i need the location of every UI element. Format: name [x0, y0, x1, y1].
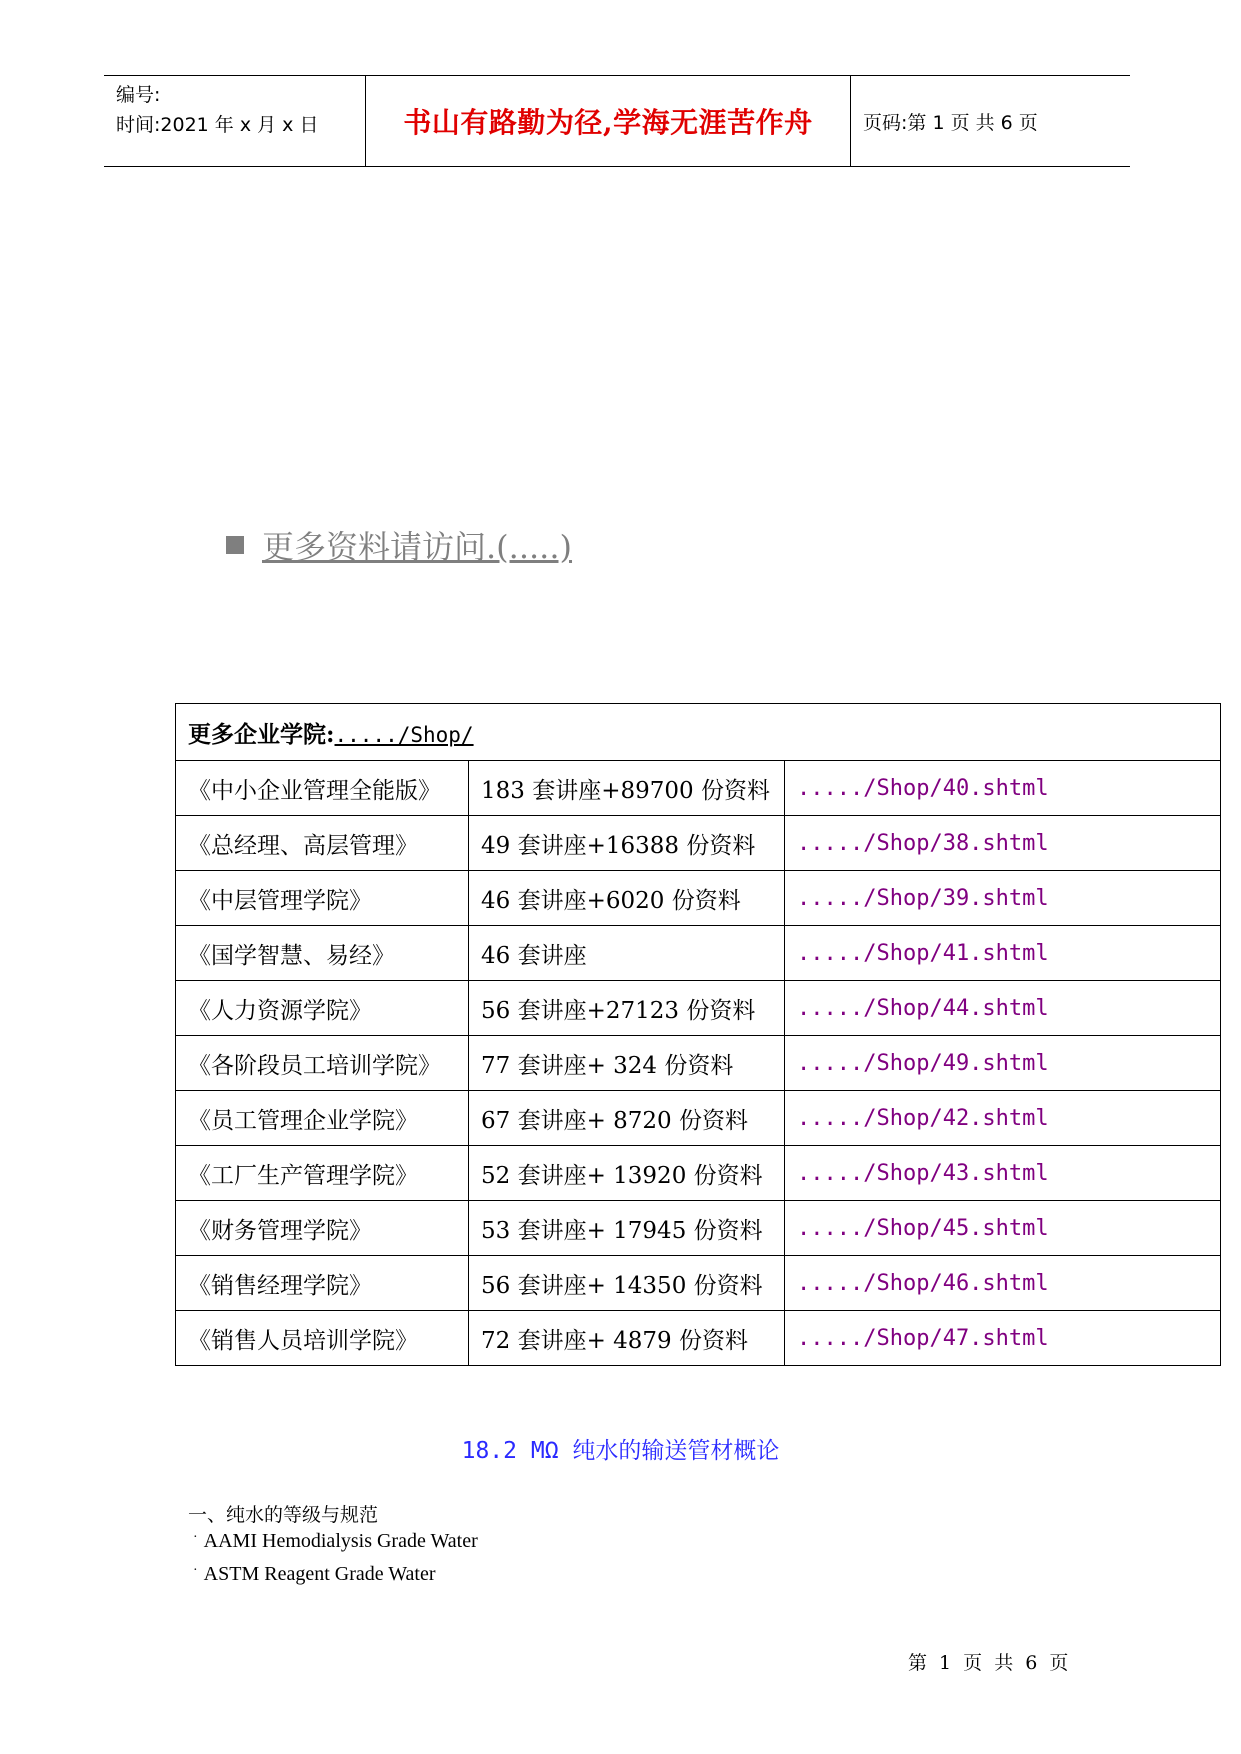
square-bullet-icon [226, 536, 244, 554]
footer-pager: 第 1 页 共 6 页 [908, 1652, 1069, 1674]
header-motto: 书山有路勤为径,学海无涯苦作舟 [366, 76, 851, 166]
academy-link-cell[interactable]: ...../Shop/44.shtml [785, 981, 1221, 1036]
academy-name-cell: 《中层管理学院》 [176, 871, 469, 926]
academy-name-cell: 《人力资源学院》 [176, 981, 469, 1036]
shop-table [175, 703, 1221, 1366]
academy-link-cell[interactable]: ...../Shop/41.shtml [785, 926, 1221, 981]
academy-content-cell: 56 套讲座+ 14350 份资料 [469, 1256, 785, 1311]
academy-link-cell[interactable]: ...../Shop/47.shtml [785, 1311, 1221, 1366]
academy-content-cell: 77 套讲座+ 324 份资料 [469, 1036, 785, 1091]
table-header-cell [176, 704, 1221, 761]
academy-link-cell[interactable]: ...../Shop/38.shtml [785, 816, 1221, 871]
academy-content-cell: 183 套讲座+89700 份资料 [469, 761, 785, 816]
table-row [176, 816, 1221, 871]
promo-line [226, 522, 572, 568]
page-header [104, 75, 1130, 167]
promo-link[interactable]: 更多资料请访问.(.....) [262, 528, 573, 566]
doc-title: 18.2 MΩ 纯水的输送管材概论 [461, 1438, 780, 1464]
shop-root-link[interactable]: ...../Shop/ [334, 722, 474, 747]
academy-name-cell: 《员工管理企业学院》 [176, 1091, 469, 1146]
bullet-item [193, 1530, 478, 1553]
academy-name-cell: 《国学智慧、易经》 [176, 926, 469, 981]
header-meta [104, 76, 366, 166]
table-header-row [176, 704, 1221, 761]
table-row [176, 1091, 1221, 1146]
bullet-dot-icon: · [193, 1530, 198, 1545]
doc-time-label: 时间:2021 年 x 月 x 日 [116, 114, 319, 136]
academy-link-cell[interactable]: ...../Shop/49.shtml [785, 1036, 1221, 1091]
header-page-label: 页码:第 1 页 共 6 页 [863, 111, 1038, 134]
bullet-dot-icon: · [193, 1563, 198, 1578]
academy-content-cell: 49 套讲座+16388 份资料 [469, 816, 785, 871]
academy-content-cell: 72 套讲座+ 4879 份资料 [469, 1311, 785, 1366]
academy-name-cell: 《财务管理学院》 [176, 1201, 469, 1256]
academy-name-cell: 《中小企业管理全能版》 [176, 761, 469, 816]
academy-name-cell: 《各阶段员工培训学院》 [176, 1036, 469, 1091]
table-row [176, 1201, 1221, 1256]
section-heading: 一、纯水的等级与规范 [188, 1504, 379, 1526]
table-row [176, 1311, 1221, 1366]
academy-name-cell: 《销售人员培训学院》 [176, 1311, 469, 1366]
academy-name-cell: 《工厂生产管理学院》 [176, 1146, 469, 1201]
academy-name-cell: 《总经理、高层管理》 [176, 816, 469, 871]
academy-content-cell: 67 套讲座+ 8720 份资料 [469, 1091, 785, 1146]
table-row [176, 981, 1221, 1036]
academy-link-cell[interactable]: ...../Shop/43.shtml [785, 1146, 1221, 1201]
academy-content-cell: 53 套讲座+ 17945 份资料 [469, 1201, 785, 1256]
bullet-item [193, 1563, 436, 1586]
academy-content-cell: 56 套讲座+27123 份资料 [469, 981, 785, 1036]
table-row [176, 871, 1221, 926]
academy-content-cell: 52 套讲座+ 13920 份资料 [469, 1146, 785, 1201]
bullet-text: AAMI Hemodialysis Grade Water [203, 1530, 478, 1552]
table-row [176, 926, 1221, 981]
academy-content-cell: 46 套讲座+6020 份资料 [469, 871, 785, 926]
academy-link-cell[interactable]: ...../Shop/40.shtml [785, 761, 1221, 816]
bullet-text: ASTM Reagent Grade Water [203, 1563, 436, 1585]
academy-link-cell[interactable]: ...../Shop/39.shtml [785, 871, 1221, 926]
doc-number-label: 编号: [116, 84, 161, 106]
table-row [176, 1256, 1221, 1311]
table-row [176, 761, 1221, 816]
academy-link-cell[interactable]: ...../Shop/42.shtml [785, 1091, 1221, 1146]
academy-link-cell[interactable]: ...../Shop/46.shtml [785, 1256, 1221, 1311]
table-row [176, 1036, 1221, 1091]
more-academies-label: 更多企业学院: [188, 720, 335, 748]
academy-name-cell: 《销售经理学院》 [176, 1256, 469, 1311]
academy-content-cell: 46 套讲座 [469, 926, 785, 981]
table-row [176, 1146, 1221, 1201]
academy-link-cell[interactable]: ...../Shop/45.shtml [785, 1201, 1221, 1256]
